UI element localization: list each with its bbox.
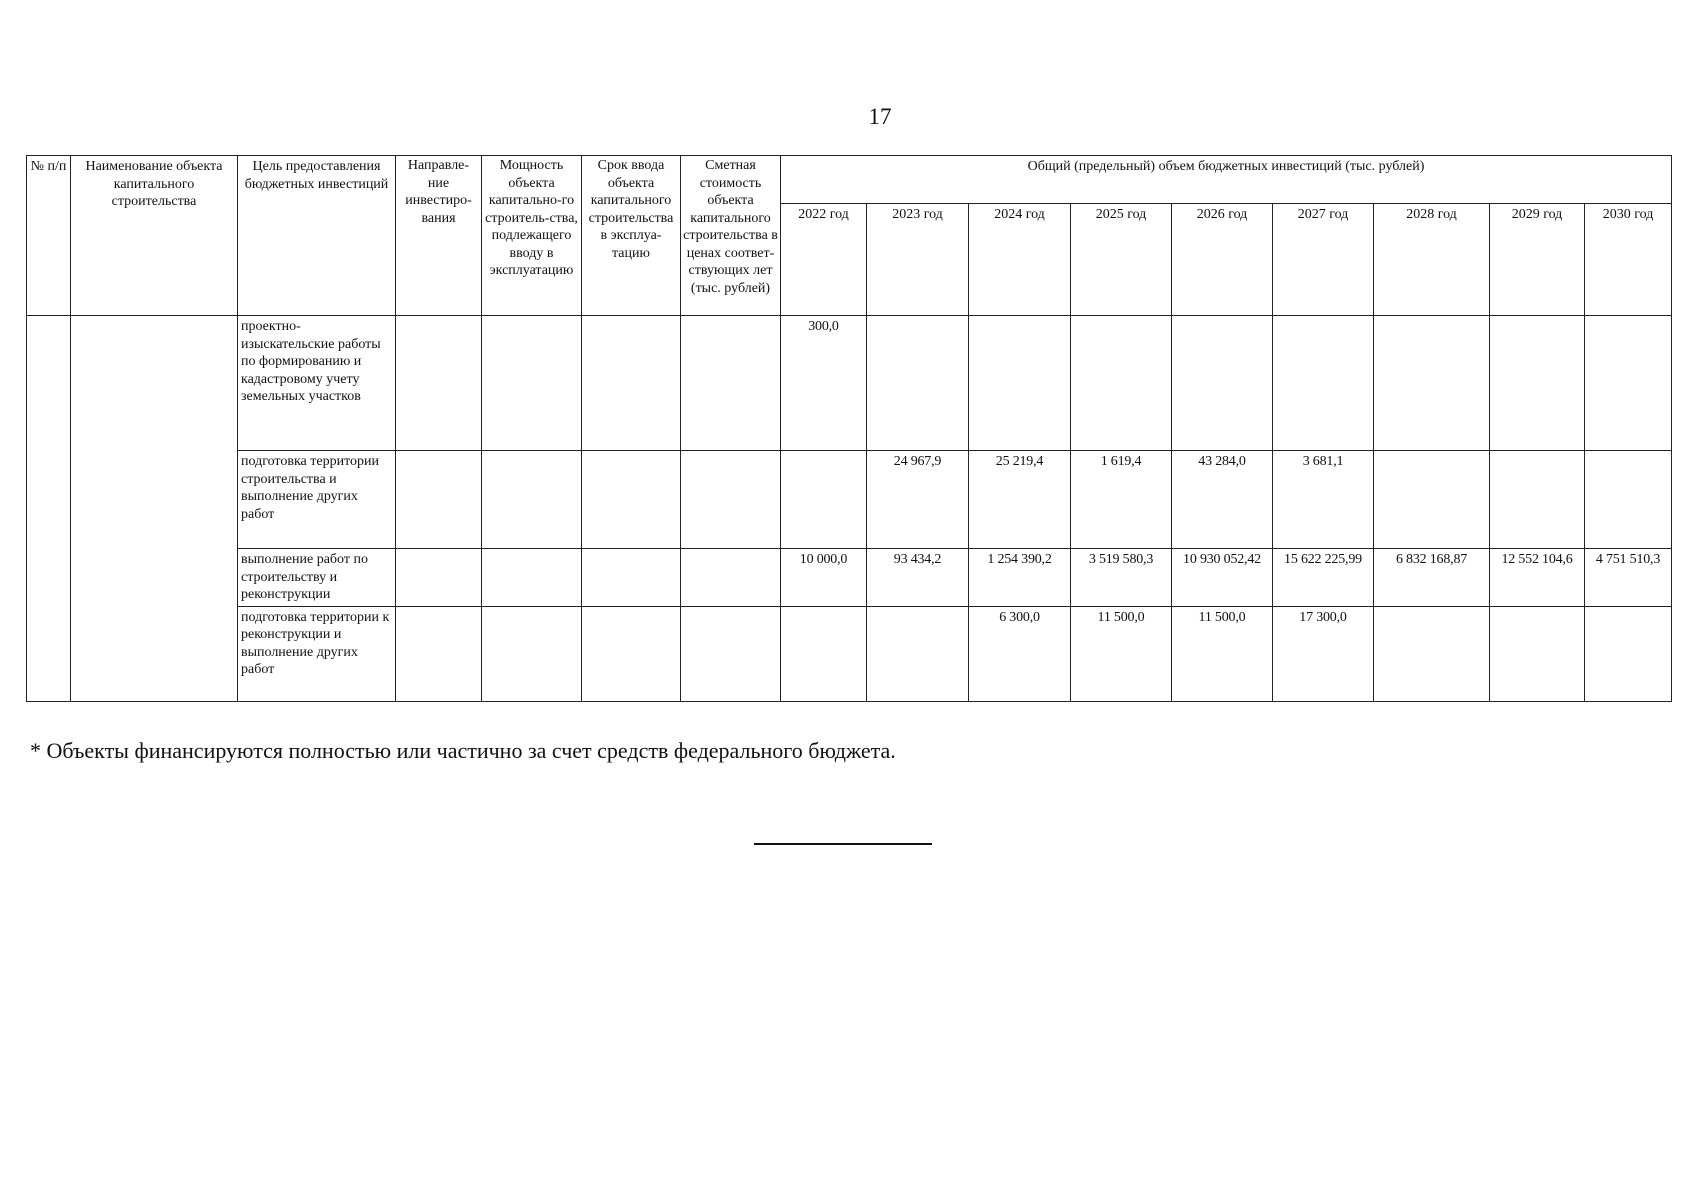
purpose-cell: выполнение работ по строительству и реконструкции: [238, 549, 396, 607]
purpose-cell: подготовка территории строительства и выполнение других работ: [238, 451, 396, 549]
value-cell: [1490, 606, 1585, 701]
year-header: 2023 год: [867, 204, 969, 316]
col-header-purpose: Цель предоставления бюджетных инвестиций: [238, 156, 396, 316]
capacity-cell: [482, 451, 582, 549]
value-cell: 3 519 580,3: [1071, 549, 1172, 607]
year-header: 2022 год: [781, 204, 867, 316]
direction-cell: [396, 606, 482, 701]
direction-cell: [396, 549, 482, 607]
num-cell: [27, 316, 71, 702]
estimated-cost-cell: [681, 606, 781, 701]
page-number: 17: [868, 104, 892, 129]
year-header: 2026 год: [1172, 204, 1273, 316]
commissioning-cell: [582, 606, 681, 701]
col-header-commissioning: Срок ввода объекта капитального строительства в эксплуа-тацию: [582, 156, 681, 316]
value-cell: 25 219,4: [969, 451, 1071, 549]
commissioning-cell: [582, 316, 681, 451]
purpose-cell: подготовка территории к реконструкции и выполнение других работ: [238, 606, 396, 701]
value-cell: 6 832 168,87: [1374, 549, 1490, 607]
estimated-cost-cell: [681, 316, 781, 451]
value-cell: [1071, 316, 1172, 451]
capacity-cell: [482, 316, 582, 451]
year-header: 2027 год: [1273, 204, 1374, 316]
col-header-num: № п/п: [27, 156, 71, 316]
value-cell: 17 300,0: [1273, 606, 1374, 701]
value-cell: 6 300,0: [969, 606, 1071, 701]
value-cell: [969, 316, 1071, 451]
value-cell: 300,0: [781, 316, 867, 451]
value-cell: 4 751 510,3: [1585, 549, 1672, 607]
value-cell: 10 000,0: [781, 549, 867, 607]
col-header-object-name: Наименование объекта капитального строительства: [71, 156, 238, 316]
value-cell: 15 622 225,99: [1273, 549, 1374, 607]
footnote: * Объекты финансируются полностью или частично за счет средств федерального бюджета.: [30, 738, 896, 763]
col-header-total-volume: Общий (предельный) объем бюджетных инвестиций (тыс. рублей): [781, 156, 1672, 204]
table-row: [27, 316, 1672, 451]
value-cell: 24 967,9: [867, 451, 969, 549]
table-row: [27, 606, 1672, 701]
col-header-estimated-cost: Сметная стоимость объекта капитального строительства в ценах соответ-ствующих лет (тыс. рублей): [681, 156, 781, 316]
value-cell: 1 254 390,2: [969, 549, 1071, 607]
value-cell: [1490, 316, 1585, 451]
estimated-cost-cell: [681, 549, 781, 607]
table-row: [27, 549, 1672, 607]
value-cell: 11 500,0: [1071, 606, 1172, 701]
value-cell: [1374, 451, 1490, 549]
value-cell: [867, 316, 969, 451]
table-header-row: [27, 156, 1672, 204]
value-cell: [781, 451, 867, 549]
direction-cell: [396, 451, 482, 549]
capacity-cell: [482, 549, 582, 607]
value-cell: [1374, 606, 1490, 701]
year-header: 2030 год: [1585, 204, 1672, 316]
value-cell: [1585, 451, 1672, 549]
year-header: 2028 год: [1374, 204, 1490, 316]
estimated-cost-cell: [681, 451, 781, 549]
commissioning-cell: [582, 451, 681, 549]
year-header: 2029 год: [1490, 204, 1585, 316]
value-cell: [1585, 606, 1672, 701]
col-header-capacity: Мощность объекта капитально-го строитель-ства, подлежащего вводу в эксплуатацию: [482, 156, 582, 316]
year-header: 2024 год: [969, 204, 1071, 316]
value-cell: 11 500,0: [1172, 606, 1273, 701]
value-cell: [1172, 316, 1273, 451]
value-cell: 43 284,0: [1172, 451, 1273, 549]
budget-investment-table: [26, 155, 1672, 702]
value-cell: [1273, 316, 1374, 451]
direction-cell: [396, 316, 482, 451]
commissioning-cell: [582, 549, 681, 607]
value-cell: [867, 606, 969, 701]
value-cell: 1 619,4: [1071, 451, 1172, 549]
value-cell: 12 552 104,6: [1490, 549, 1585, 607]
value-cell: [1374, 316, 1490, 451]
value-cell: [781, 606, 867, 701]
table-row: [27, 451, 1672, 549]
value-cell: 10 930 052,42: [1172, 549, 1273, 607]
purpose-cell: проектно-изыскательские работы по формированию и кадастровому учету земельных участков: [238, 316, 396, 451]
value-cell: [1490, 451, 1585, 549]
value-cell: 3 681,1: [1273, 451, 1374, 549]
signature-line: [754, 843, 932, 845]
col-header-direction: Направле-ние инвестиро-вания: [396, 156, 482, 316]
value-cell: 93 434,2: [867, 549, 969, 607]
capacity-cell: [482, 606, 582, 701]
year-header: 2025 год: [1071, 204, 1172, 316]
value-cell: [1585, 316, 1672, 451]
object-name-cell: [71, 316, 238, 702]
